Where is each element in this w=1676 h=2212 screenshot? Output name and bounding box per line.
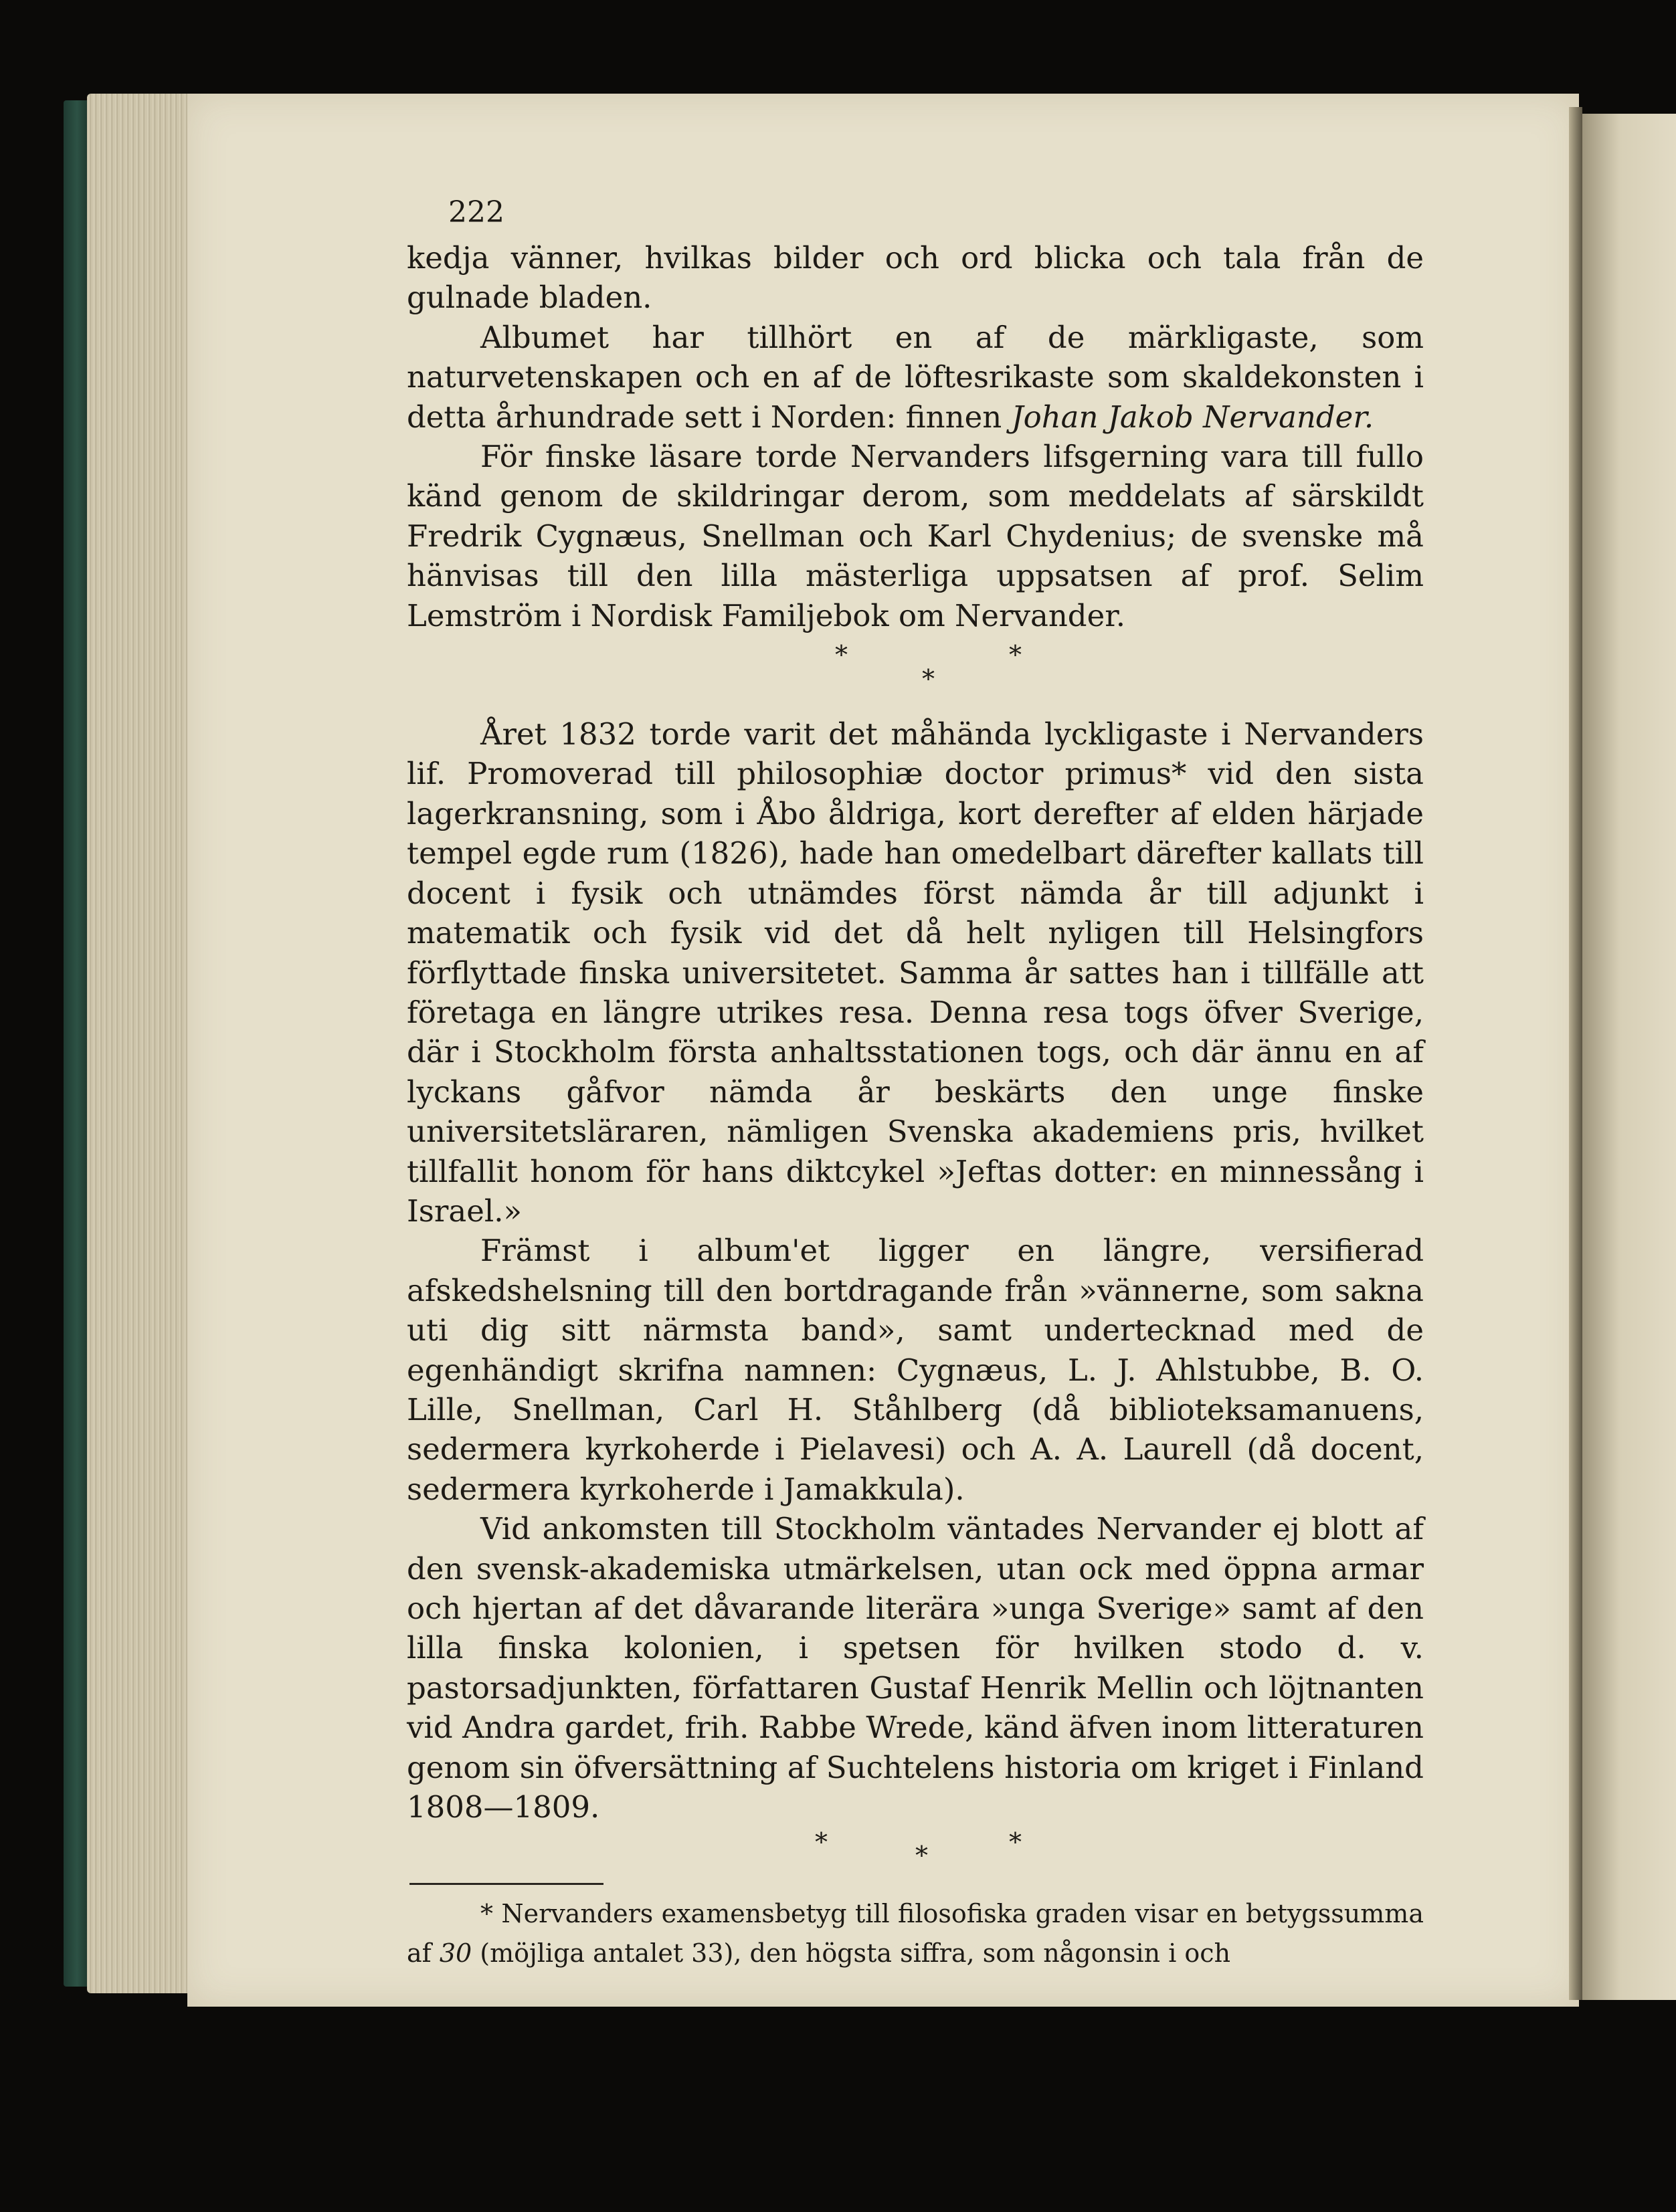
asterisk: * bbox=[922, 664, 935, 694]
page-text bbox=[407, 194, 1424, 1973]
asterisk: * bbox=[815, 1827, 828, 1857]
footnote-text-end: (möjliga antalet 33), den högsta siffra, som någonsin i och bbox=[472, 1938, 1231, 1969]
page-gutter bbox=[1569, 107, 1582, 2000]
section-break bbox=[407, 635, 1424, 714]
asterisk: * bbox=[915, 1841, 928, 1871]
paragraph-3: För finske läsare torde Nervanders lifsgerning vara till fullo känd genom de skildringar derom, som meddelats af särskildt Fredrik Cygnæus, Snellman och Karl Chydenius; de svenske må hänvisas till den lilla mästerliga uppsatsen af prof. Selim Lemström i Nordisk Familjebok om Nervander. bbox=[407, 439, 1424, 633]
asterisk: * bbox=[1009, 640, 1022, 670]
paragraph-5: Främst i album'et ligger en längre, versifierad afskedshelsning till den bortdragande från »vännerne, som sakna uti dig sitt närmsta band», samt undertecknad med de egenhändigt skrifna namnen: Cygnæus, L. J. Ahlstubbe, B. O. Lille, Snellman, Carl H. Ståhlberg (då biblioteksamanuens, sedermera kyrkoherde i Pielavesi) och A. A. Laurell (då docent, sedermera kyrkoherde i Jamakkula). bbox=[407, 1233, 1424, 1507]
paragraph-6: Vid ankomsten till Stockholm väntades Nervander ej blott af den svensk-akademiska utmärkelsen, utan ock med öppna armar och hjertan af det dåvarande literära »unga Sverige» samt af den lilla finska kolonien, i spetsen för hvilken stodo d. v. pastorsadjunkten, författaren Gustaf Henrik Mellin och löjtnanten vid Andra gardet, frih. Rabbe Wrede, känd äfven inom litteraturen genom sin öfversättning af Suchtelens historia om kriget i Finland 1808—1809. bbox=[407, 1511, 1424, 1825]
asterisk: * bbox=[835, 640, 848, 670]
paragraph-2 bbox=[407, 318, 1424, 437]
book-cover-edge bbox=[64, 100, 90, 1987]
asterisk: * bbox=[1009, 1827, 1022, 1857]
footnote-rule bbox=[409, 1883, 603, 1885]
person-name: Johan Jakob Nervander. bbox=[1011, 399, 1374, 435]
paragraph-1: kedja vänner, hvilkas bilder och ord blicka och tala från de gulnade bladen. bbox=[407, 240, 1424, 316]
paragraph-2-text: Albumet har tillhört en af de märkligaste, som naturvetenskapen och en af de löftesrikaste som skaldekonsten i detta århundrade sett i Norden: finnen bbox=[407, 319, 1424, 435]
footnote-number: 30 bbox=[439, 1938, 472, 1969]
footnote-text: * Nervanders examensbetyg till filosofiska graden visar en betygssumma af bbox=[407, 1899, 1424, 1969]
paragraph-4: Året 1832 torde varit det måhända lyckligaste i Nervanders lif. Promoverad till philosophiæ doctor primus* vid den sista lagerkransning, som i Åbo åldriga, kort derefter af elden härjade tempel egde rum (1826), hade han omedelbart därefter kallats till docent i fysik och utnämdes först nämda år till adjunkt i matematik och fysik vid det då helt nyligen till Helsingfors förflyttade finska universitetet. Samma år sattes han i tillfälle att företaga en längre utrikes resa. Denna resa togs öfver Sverige, där i Stockholm första anhaltsstationen togs, och där ännu en af lyckans gåfvor nämda år beskärts den unge finske universitetsläraren, nämligen Svenska akademiens pris, hvilket tillfallit honom för hans diktcykel »Jeftas dotter: en minnessång i Israel.» bbox=[407, 716, 1424, 1229]
page-edges bbox=[87, 94, 194, 1993]
section-break bbox=[407, 1827, 1424, 1874]
facing-page-edge bbox=[1582, 114, 1676, 2000]
footnote bbox=[407, 1894, 1424, 1973]
page-number: 222 bbox=[448, 195, 504, 229]
